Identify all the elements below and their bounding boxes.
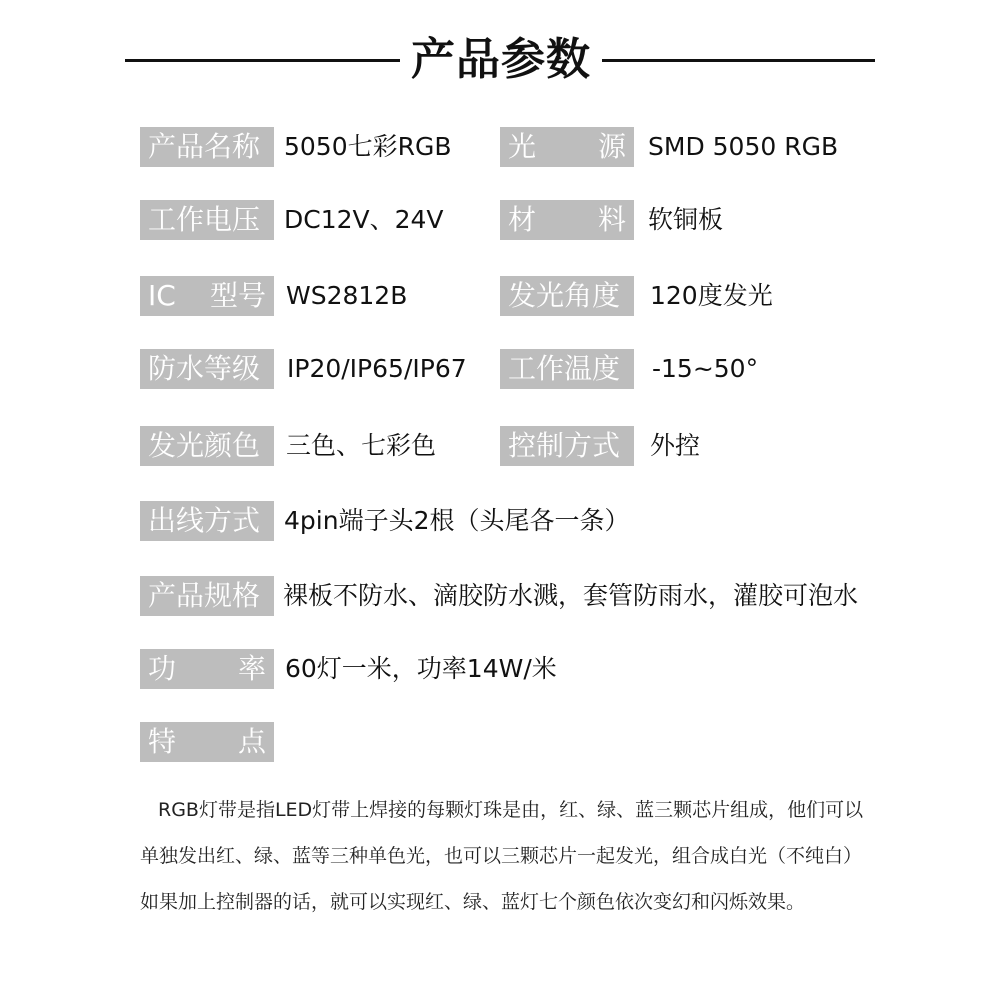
- value-material: 软铜板: [648, 205, 724, 234]
- label-text: 控制方式: [508, 429, 621, 462]
- label-text: 发光角度: [508, 279, 621, 312]
- label-text: 材: [508, 203, 537, 236]
- value-control-mode: 外控: [650, 431, 701, 460]
- label-ic-model: [140, 276, 274, 316]
- label-light-source: [500, 127, 634, 167]
- label-material: [500, 200, 634, 240]
- value-light-source: SMD 5050 RGB: [648, 132, 839, 161]
- label-text: 功: [148, 652, 177, 685]
- value-product-name: 5050七彩RGB: [284, 132, 452, 161]
- description-line-3: 如果加上控制器的话，就可以实现红、绿、蓝灯七个颜色依次变幻和闪烁效果。: [140, 891, 806, 913]
- label-text: 防水等级: [148, 352, 261, 385]
- value-ic-model: WS2812B: [286, 281, 408, 310]
- page-title: 产品参数: [411, 34, 591, 85]
- features-description: [140, 787, 880, 925]
- label-features: [140, 722, 274, 762]
- label-voltage: [140, 200, 274, 240]
- value-power: 60灯一米，功率14W/米: [285, 654, 557, 683]
- label-text: IC: [148, 279, 176, 312]
- label-text: 产品名称: [148, 130, 261, 163]
- label-wiring: [140, 501, 274, 541]
- value-light-color: 三色、七彩色: [286, 431, 437, 460]
- value-wiring: 4pin端子头2根（头尾各一条）: [284, 506, 630, 535]
- label-text: 光: [508, 130, 537, 163]
- title-divider-right: [602, 59, 875, 62]
- label-text: 工作电压: [148, 203, 261, 236]
- value-waterproof-rating: IP20/IP65/IP67: [287, 354, 467, 383]
- label-text: 产品规格: [148, 579, 261, 612]
- label-operating-temp: [500, 349, 634, 389]
- description-line-2: 单独发出红、绿、蓝等三种单色光，也可以三颗芯片一起发光，组合成白光（不纯白）: [140, 845, 863, 867]
- label-text-2: 源: [597, 130, 626, 163]
- label-waterproof-rating: [140, 349, 274, 389]
- label-text: 特: [148, 725, 177, 758]
- description-line-1: RGB灯带是指LED灯带上焊接的每颗灯珠是由，红、绿、蓝三颗芯片组成，他们可以: [158, 799, 864, 821]
- label-control-mode: [500, 426, 634, 466]
- value-specification: 裸板不防水、滴胶防水溅，套管防雨水，灌胶可泡水: [283, 581, 859, 610]
- label-text: 出线方式: [148, 504, 261, 537]
- value-operating-temp: -15~50°: [652, 354, 759, 383]
- label-specification: [140, 576, 274, 616]
- label-text-2: 点: [237, 725, 266, 758]
- label-power: [140, 649, 274, 689]
- label-text-2: 型号: [209, 279, 266, 312]
- label-text: 工作温度: [508, 352, 621, 385]
- label-beam-angle: [500, 276, 634, 316]
- title-divider-left: [125, 59, 400, 62]
- label-product-name: [140, 127, 274, 167]
- label-text-2: 料: [597, 203, 626, 236]
- label-text-2: 率: [237, 652, 266, 685]
- value-voltage: DC12V、24V: [284, 205, 444, 234]
- value-beam-angle: 120度发光: [650, 281, 773, 310]
- label-light-color: [140, 426, 274, 466]
- label-text: 发光颜色: [148, 429, 261, 462]
- section-header: [0, 28, 1000, 92]
